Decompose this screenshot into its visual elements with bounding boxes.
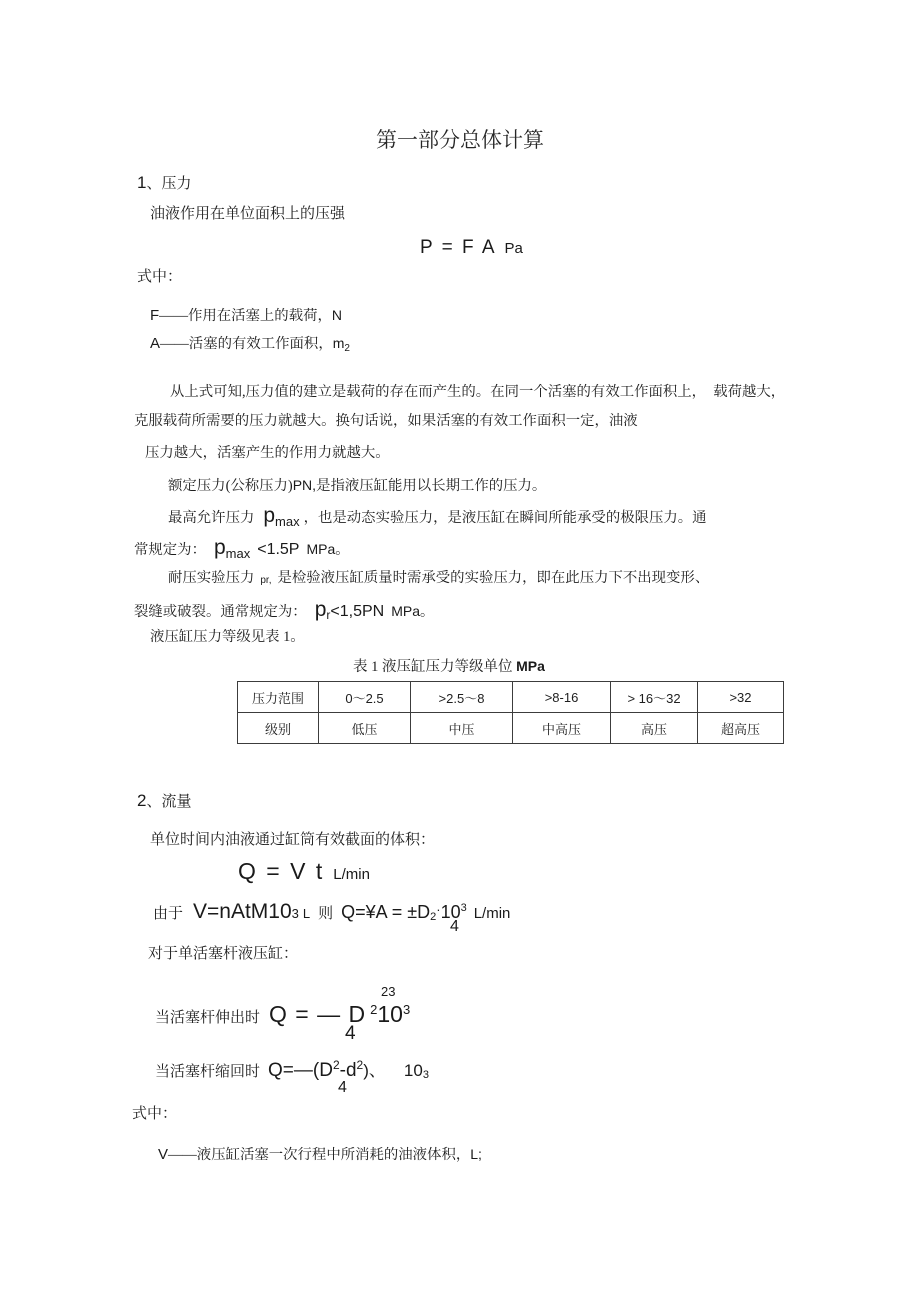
formula-flow	[238, 857, 370, 886]
table-reference: 液压缸压力等级见表 1。	[150, 629, 305, 645]
where-label-2: 式中：	[132, 1106, 178, 1122]
formula-pressure	[420, 236, 523, 260]
definition-f	[150, 306, 342, 326]
table-row	[238, 713, 784, 744]
paragraph1-line2: 克服载荷所需要的压力就越大。换句话说，如果活塞的有效工作面积一定，油液	[134, 413, 638, 429]
table1-caption-text: 表 1 液压缸压力等级单位	[353, 659, 517, 675]
derivation-q-main: Q=¥A = ±D	[341, 902, 431, 922]
paragraph1-line3: 压力越大，活塞产生的作用力就越大。	[145, 445, 390, 461]
derivation-mid: 则	[318, 906, 334, 922]
table-cell-grade-label: 级别	[238, 713, 319, 744]
paragraph2-pn: PN,	[292, 477, 317, 493]
page-title: 第一部分总体计算	[376, 128, 544, 152]
paragraph3-post: ，也是动态实验压力，是液压缸在瞬间所能承受的极限压力。通	[303, 510, 707, 526]
section2-intro: 单位时间内油液通过缸筒有效截面的体积：	[150, 832, 436, 848]
retract-sub3: 3	[422, 1069, 429, 1081]
pmax-sub-2: max	[225, 546, 251, 561]
single-rod-intro: 对于单活塞杆液压缸：	[148, 946, 299, 962]
table-cell-range-1: 0～2.5	[319, 682, 411, 713]
table-cell-range-2: >2.5～8	[411, 682, 513, 713]
extend-denominator: 4	[345, 1023, 356, 1044]
definition-a-unit: m	[332, 335, 345, 351]
paragraph3-pre: 最高允许压力	[168, 510, 255, 526]
derivation-pre: 由于	[153, 906, 184, 922]
pmax-condition-unit: MPa。	[306, 541, 350, 557]
paragraph4-line1	[168, 568, 709, 588]
table-cell-range-label: 压力范围	[238, 682, 319, 713]
paragraph3-line2	[134, 535, 349, 562]
derivation-denominator: 4	[450, 918, 459, 935]
definition-f-text: ——作用在活塞上的载荷，	[159, 308, 332, 324]
paragraph3-line2-pre: 常规定为：	[134, 542, 206, 558]
extend-formula-line	[155, 1000, 410, 1029]
pr-sub: r	[326, 608, 331, 622]
definition-a-text: ——活塞的有效工作面积，	[160, 336, 333, 352]
paragraph1-line1: 从上式可知,压力值的建立是载荷的存在而产生的。在同一个活塞的有效工作面积上， 载荷越大，	[170, 384, 786, 400]
extend-pre: 当活塞杆伸出时	[155, 1010, 261, 1026]
extend-ten: 10	[377, 1001, 403, 1027]
derivation-q-ten: 10	[440, 902, 461, 922]
table-cell-grade-3: 中高压	[513, 713, 611, 744]
retract-ten: 10	[403, 1061, 423, 1080]
table1-caption	[353, 657, 545, 677]
derivation-q-dot: ·	[436, 902, 441, 917]
table-cell-grade-2: 中压	[411, 713, 513, 744]
pr-condition-unit: MPa。	[391, 603, 434, 619]
pmax-base-2: p	[213, 536, 226, 559]
paragraph2	[168, 476, 546, 496]
derivation-v-main: V=nAtM10	[193, 900, 292, 923]
retract-pre: 当活塞杆缩回时	[155, 1064, 261, 1080]
derivation-q-sub: 2	[430, 911, 437, 923]
extend-sup3: 3	[402, 1002, 411, 1017]
retract-denominator: 4	[338, 1079, 347, 1096]
derivation-q-sup: 3	[460, 902, 467, 914]
table-cell-range-3: >8-16	[513, 682, 611, 713]
pmax-condition: <1.5P	[257, 541, 300, 558]
retract-f1: Q=—(D	[268, 1060, 333, 1081]
table-cell-grade-1: 低压	[319, 713, 411, 744]
paragraph3-line1	[168, 503, 707, 530]
section2-heading	[137, 790, 191, 812]
table-cell-range-5: >32	[698, 682, 784, 713]
derivation-v-unit: L	[302, 906, 311, 921]
derivation-v-sub: 3	[291, 906, 299, 921]
definition-f-symbol: F	[150, 307, 160, 324]
formula-pressure-unit: Pa	[504, 240, 523, 257]
table-row	[238, 682, 784, 713]
retract-sup2a: 2	[332, 1058, 340, 1072]
pr-base: p	[314, 598, 327, 621]
section1-heading-label: 、压力	[146, 176, 192, 192]
section2-heading-label: 、流量	[146, 794, 192, 810]
section1-heading-number: 1	[137, 173, 147, 192]
derivation-q-unit: L/min	[473, 905, 511, 922]
paragraph2-post: 是指液压缸能用以长期工作的压力。	[316, 478, 547, 494]
formula-pressure-main: P = F A	[420, 237, 497, 258]
retract-sup2b: 2	[356, 1058, 364, 1072]
extend-q-main: Q = — D	[269, 1001, 367, 1027]
pmax-base-1: p	[263, 504, 276, 527]
table-cell-grade-4: 高压	[611, 713, 698, 744]
extend-sup2: 2	[370, 1002, 378, 1017]
where-label-1: 式中：	[137, 269, 183, 285]
section1-heading	[137, 172, 191, 194]
formula-flow-unit: L/min	[333, 866, 370, 883]
definition-f-unit: N	[331, 307, 342, 323]
retract-f3: )、	[363, 1061, 386, 1080]
section1-intro: 油液作用在单位面积上的压强	[150, 206, 346, 222]
pr-condition: <1,5PN	[330, 603, 385, 620]
section2-heading-number: 2	[137, 791, 147, 810]
table-cell-grade-5: 超高压	[698, 713, 784, 744]
definition-a-symbol: A	[150, 335, 161, 352]
paragraph4-line2	[134, 597, 434, 623]
definition-a-unit-sub: 2	[344, 343, 350, 354]
definition-a	[150, 334, 350, 356]
pressure-grade-table	[237, 681, 784, 744]
retract-formula-line	[155, 1058, 429, 1083]
paragraph4-pre: 耐压实验压力	[168, 570, 255, 586]
pr-small: pr,	[260, 575, 272, 586]
retract-f2: -d	[339, 1060, 357, 1081]
extend-formula-superscript: 23	[381, 984, 396, 999]
definition-v	[158, 1145, 482, 1165]
definition-v-symbol: V	[158, 1146, 169, 1163]
table-cell-range-4: > 16～32	[611, 682, 698, 713]
definition-v-text: ——液压缸活塞一次行程中所消耗的油液体积，	[168, 1147, 471, 1163]
formula-flow-main: Q = V t	[238, 858, 325, 884]
paragraph4-line2-pre: 裂缝或破裂。通常规定为：	[134, 604, 307, 620]
paragraph4-post: 是检验液压缸质量时需承受的实验压力，即在此压力下不出现变形、	[277, 570, 710, 586]
paragraph2-pre: 额定压力(公称压力)	[168, 478, 293, 494]
table1-caption-unit: MPa	[516, 658, 545, 674]
pmax-sub-1: max	[275, 514, 300, 529]
definition-v-unit: L;	[470, 1146, 482, 1162]
